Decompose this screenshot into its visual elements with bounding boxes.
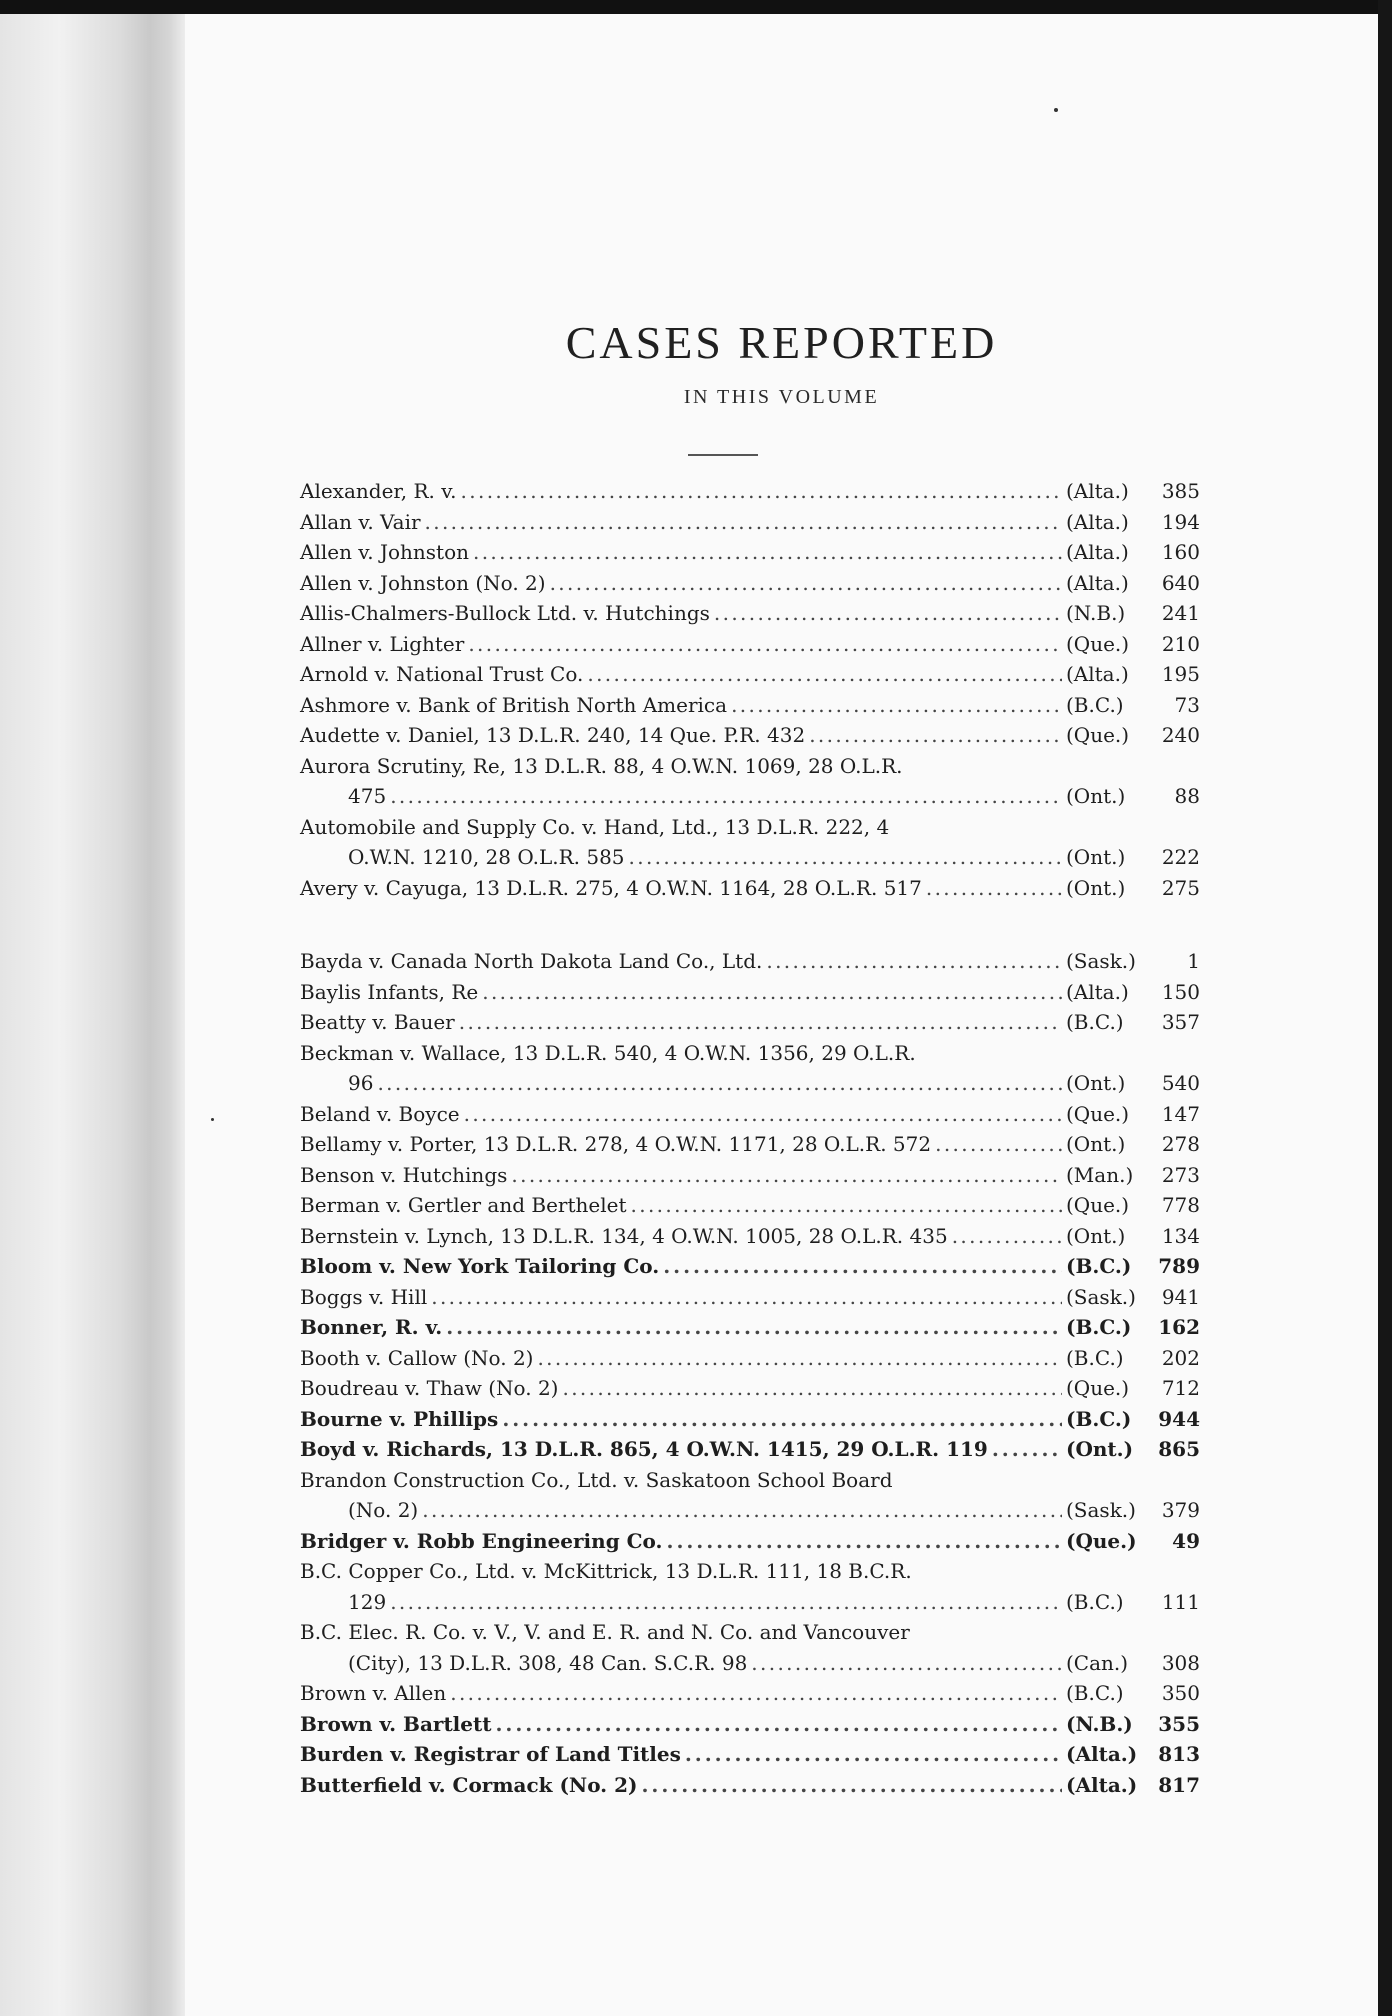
case-page-number: 778: [1161, 1193, 1200, 1217]
case-entry: [300, 537, 1200, 568]
case-entry: [300, 659, 1200, 690]
dot-leader: [631, 1190, 1062, 1221]
case-entry: [300, 720, 1200, 751]
case-province: (Ont.): [1066, 784, 1126, 808]
case-entry: [300, 629, 1200, 660]
dot-leader: [446, 1312, 1062, 1343]
case-name: O.W.N. 1210, 28 O.L.R. 585: [348, 845, 625, 869]
dot-leader: [461, 476, 1062, 507]
case-name: Burden v. Registrar of Land Titles: [300, 1742, 681, 1766]
case-entry: [300, 1404, 1200, 1435]
case-entry: [300, 1251, 1200, 1282]
case-entry: [300, 1221, 1200, 1252]
case-province: (Ont.): [1066, 1132, 1126, 1156]
dot-leader: [390, 1587, 1062, 1618]
case-name-first-line: B.C. Copper Co., Ltd. v. McKittrick, 13 D.L.R. 111, 18 B.C.R.: [300, 1559, 912, 1583]
case-entry: [300, 507, 1200, 538]
case-page-number: 147: [1161, 1101, 1200, 1126]
case-name: Bellamy v. Porter, 13 D.L.R. 278, 4 O.W.N. 1171, 28 O.L.R. 572: [300, 1132, 932, 1156]
case-province: (B.C.): [1066, 1254, 1132, 1278]
case-page-number: 817: [1158, 1772, 1200, 1797]
case-entry: [300, 1312, 1200, 1343]
case-page-number: 275: [1161, 875, 1200, 900]
case-province: (Alta.): [1066, 979, 1129, 1004]
page-subtitle: IN THIS VOLUME: [683, 386, 880, 408]
case-name: Brown v. Allen: [300, 1681, 447, 1705]
case-page-number: 355: [1158, 1711, 1200, 1736]
case-name: Audette v. Daniel, 13 D.L.R. 240, 14 Que. P.R. 432: [300, 723, 806, 747]
case-province: (Ont.): [1066, 1071, 1126, 1095]
dot-leader: [450, 1678, 1062, 1709]
case-province: (N.B.): [1066, 1711, 1133, 1736]
scan-right-edge: [1378, 0, 1392, 2016]
case-name: Allner v. Lighter: [300, 631, 465, 656]
case-page-number: 308: [1161, 1650, 1200, 1675]
case-entry: [300, 1282, 1200, 1313]
speck-mark: [211, 1118, 214, 1121]
section-gap: [300, 903, 1200, 946]
case-name: Bernstein v. Lynch, 13 D.L.R. 134, 4 O.W.N. 1005, 28 O.L.R. 435: [300, 1223, 948, 1248]
case-province: (B.C.): [1066, 692, 1124, 717]
dot-leader: [482, 977, 1062, 1008]
case-province: (Alta.): [1066, 540, 1129, 564]
case-page-number: 540: [1161, 1071, 1200, 1095]
case-entry: [300, 476, 1200, 507]
case-page-number: 150: [1161, 979, 1200, 1004]
case-name: 475: [348, 784, 387, 808]
case-name: 96: [348, 1071, 374, 1095]
case-entry: [300, 1526, 1200, 1557]
dot-leader: [537, 1343, 1062, 1374]
case-name: Arnold v. National Trust Co.: [300, 662, 584, 686]
case-name: Allen v. Johnston: [300, 540, 469, 564]
case-entry: [300, 1770, 1200, 1801]
case-name: Boudreau v. Thaw (No. 2): [300, 1376, 559, 1400]
case-page-number: 162: [1158, 1315, 1200, 1339]
case-name: (City), 13 D.L.R. 308, 48 Can. S.C.R. 98: [348, 1650, 748, 1675]
case-province: (Que.): [1066, 1528, 1137, 1553]
dot-leader: [468, 629, 1062, 660]
dot-leader: [663, 1251, 1062, 1282]
case-province: (Que.): [1066, 631, 1130, 656]
case-page-number: 789: [1158, 1254, 1200, 1278]
case-name: Ashmore v. Bank of British North America: [300, 692, 728, 717]
case-province: (B.C.): [1066, 1681, 1124, 1705]
case-province: (Alta.): [1066, 1742, 1138, 1766]
case-province: (Ont.): [1066, 845, 1126, 869]
case-entry: [300, 1556, 1200, 1617]
dot-leader: [502, 1404, 1062, 1435]
dot-leader: [685, 1739, 1062, 1770]
dot-leader: [809, 720, 1062, 751]
case-name: Bloom v. New York Tailoring Co.: [300, 1254, 660, 1278]
dot-leader: [731, 690, 1062, 721]
case-entry: [300, 1343, 1200, 1374]
case-province: (Alta.): [1066, 1772, 1138, 1797]
case-page-number: 865: [1158, 1437, 1200, 1461]
case-page-number: 385: [1161, 479, 1200, 503]
case-entry: [300, 1678, 1200, 1709]
case-entry: [300, 1190, 1200, 1221]
case-page-number: 240: [1161, 723, 1200, 747]
case-page-number: 640: [1161, 570, 1200, 595]
case-page-number: 160: [1161, 540, 1200, 564]
case-province: (Ont.): [1066, 1437, 1134, 1461]
case-name: Bridger v. Robb Engineering Co.: [300, 1528, 663, 1553]
dot-leader: [667, 1526, 1062, 1557]
case-province: (B.C.): [1066, 1315, 1132, 1339]
case-entry: [300, 751, 1200, 812]
case-entry: [300, 690, 1200, 721]
case-province: (Sask.): [1066, 949, 1136, 973]
dot-leader: [431, 1282, 1062, 1313]
case-name: Avery v. Cayuga, 13 D.L.R. 275, 4 O.W.N. 1164, 28 O.L.R. 517: [300, 875, 922, 900]
case-entry: [300, 1373, 1200, 1404]
case-entry: [300, 1160, 1200, 1191]
case-page-number: 134: [1161, 1223, 1200, 1248]
case-page-number: 210: [1161, 631, 1200, 656]
case-name: Boggs v. Hill: [300, 1284, 428, 1309]
case-province: (Sask.): [1066, 1284, 1136, 1309]
case-entry: [300, 1007, 1200, 1038]
case-page-number: 944: [1158, 1406, 1200, 1431]
case-page-number: 273: [1161, 1162, 1200, 1187]
case-province: (B.C.): [1066, 1345, 1124, 1370]
dot-leader: [714, 598, 1062, 629]
case-province: (B.C.): [1066, 1589, 1124, 1614]
case-name-first-line: Aurora Scrutiny, Re, 13 D.L.R. 88, 4 O.W.N. 1069, 28 O.L.R.: [300, 753, 903, 778]
case-entry: [300, 1434, 1200, 1465]
case-entry: [300, 568, 1200, 599]
case-page-number: 49: [1172, 1528, 1200, 1553]
case-name-first-line: B.C. Elec. R. Co. v. V., V. and E. R. and N. Co. and Vancouver: [300, 1620, 910, 1644]
case-province: (Alta.): [1066, 662, 1129, 686]
book-page: [185, 14, 1378, 2016]
case-entry: [300, 873, 1200, 904]
case-name: Bourne v. Phillips: [300, 1406, 499, 1431]
case-name: Alexander, R. v.: [300, 479, 457, 503]
dot-leader: [390, 781, 1062, 812]
case-page-number: 278: [1161, 1132, 1200, 1156]
case-entry: [300, 946, 1200, 977]
case-name: Booth v. Callow (No. 2): [300, 1345, 534, 1370]
dot-leader: [422, 1495, 1062, 1526]
case-province: (Alta.): [1066, 479, 1129, 503]
case-page-number: 1: [1187, 949, 1200, 973]
dot-leader: [926, 873, 1062, 904]
case-name: Allis-Chalmers-Bullock Ltd. v. Hutchings: [300, 601, 710, 625]
case-province: (B.C.): [1066, 1406, 1132, 1431]
book-spine-shadow: [0, 14, 185, 2016]
dot-leader: [562, 1373, 1062, 1404]
case-page-number: 379: [1161, 1498, 1200, 1522]
case-entry: [300, 1617, 1200, 1678]
case-province: (Ont.): [1066, 875, 1126, 900]
case-name: (No. 2): [348, 1498, 419, 1522]
case-name: Brown v. Bartlett: [300, 1711, 492, 1736]
case-province: (Que.): [1066, 1376, 1130, 1400]
case-province: (Que.): [1066, 1193, 1130, 1217]
case-index-list: [300, 476, 1200, 1800]
dot-leader: [751, 1648, 1062, 1679]
dot-leader: [952, 1221, 1062, 1252]
case-entry: [300, 812, 1200, 873]
case-entry: [300, 977, 1200, 1008]
case-province: (Sask.): [1066, 1498, 1136, 1522]
dot-leader: [473, 537, 1062, 568]
case-province: (Que.): [1066, 1101, 1130, 1126]
case-province: (B.C.): [1066, 1010, 1124, 1034]
case-page-number: 350: [1161, 1681, 1200, 1705]
dot-leader: [992, 1434, 1062, 1465]
case-page-number: 194: [1161, 509, 1200, 534]
case-page-number: 111: [1161, 1589, 1200, 1614]
case-page-number: 88: [1174, 784, 1200, 808]
dot-leader: [377, 1068, 1062, 1099]
case-page-number: 222: [1161, 845, 1200, 869]
case-page-number: 241: [1161, 601, 1200, 625]
case-page-number: 73: [1174, 692, 1200, 717]
speck-mark: [1054, 108, 1058, 112]
case-name: Beland v. Boyce: [300, 1101, 460, 1126]
case-page-number: 941: [1161, 1284, 1200, 1309]
dot-leader: [935, 1129, 1062, 1160]
case-name: Allan v. Vair: [300, 509, 421, 534]
dot-leader: [629, 842, 1062, 873]
case-name: Baylis Infants, Re: [300, 979, 479, 1004]
case-province: (Man.): [1066, 1162, 1134, 1187]
page-title: CASES REPORTED: [565, 317, 998, 368]
case-entry: [300, 1739, 1200, 1770]
case-entry: [300, 1709, 1200, 1740]
case-name: Benson v. Hutchings: [300, 1162, 508, 1187]
case-name: Butterfield v. Cormack (No. 2): [300, 1772, 638, 1797]
case-province: (N.B.): [1066, 601, 1126, 625]
dot-leader: [464, 1099, 1062, 1130]
case-page-number: 813: [1158, 1742, 1200, 1766]
dot-leader: [425, 507, 1062, 538]
dot-leader: [459, 1007, 1062, 1038]
case-name: Beatty v. Bauer: [300, 1010, 455, 1034]
dot-leader: [587, 659, 1062, 690]
title-divider: [688, 454, 758, 456]
case-entry: [300, 598, 1200, 629]
dot-leader: [641, 1770, 1062, 1801]
case-entry: [300, 1465, 1200, 1526]
dot-leader: [511, 1160, 1062, 1191]
case-name: Allen v. Johnston (No. 2): [300, 570, 546, 595]
case-page-number: 202: [1161, 1345, 1200, 1370]
case-page-number: 357: [1161, 1010, 1200, 1034]
case-name-first-line: Brandon Construction Co., Ltd. v. Saskatoon School Board: [300, 1467, 893, 1492]
case-name: Berman v. Gertler and Berthelet: [300, 1193, 627, 1217]
case-entry: [300, 1038, 1200, 1099]
case-entry: [300, 1099, 1200, 1130]
dot-leader: [550, 568, 1062, 599]
case-province: (Alta.): [1066, 509, 1129, 534]
case-name: 129: [348, 1589, 387, 1614]
scan-top-edge: [0, 0, 1392, 14]
case-province: (Ont.): [1066, 1223, 1126, 1248]
dot-leader: [766, 946, 1062, 977]
case-entry: [300, 1129, 1200, 1160]
case-province: (Can.): [1066, 1650, 1129, 1675]
case-page-number: 195: [1161, 662, 1200, 686]
case-name-first-line: Automobile and Supply Co. v. Hand, Ltd., 13 D.L.R. 222, 4: [300, 814, 890, 839]
case-province: (Alta.): [1066, 570, 1129, 595]
case-name-first-line: Beckman v. Wallace, 13 D.L.R. 540, 4 O.W.N. 1356, 29 O.L.R.: [300, 1040, 916, 1065]
case-name: Bonner, R. v.: [300, 1315, 443, 1339]
case-province: (Que.): [1066, 723, 1130, 747]
dot-leader: [495, 1709, 1062, 1740]
case-page-number: 712: [1161, 1376, 1200, 1400]
case-name: Boyd v. Richards, 13 D.L.R. 865, 4 O.W.N. 1415, 29 O.L.R. 119: [300, 1437, 988, 1461]
case-name: Bayda v. Canada North Dakota Land Co., Ltd.: [300, 949, 763, 973]
